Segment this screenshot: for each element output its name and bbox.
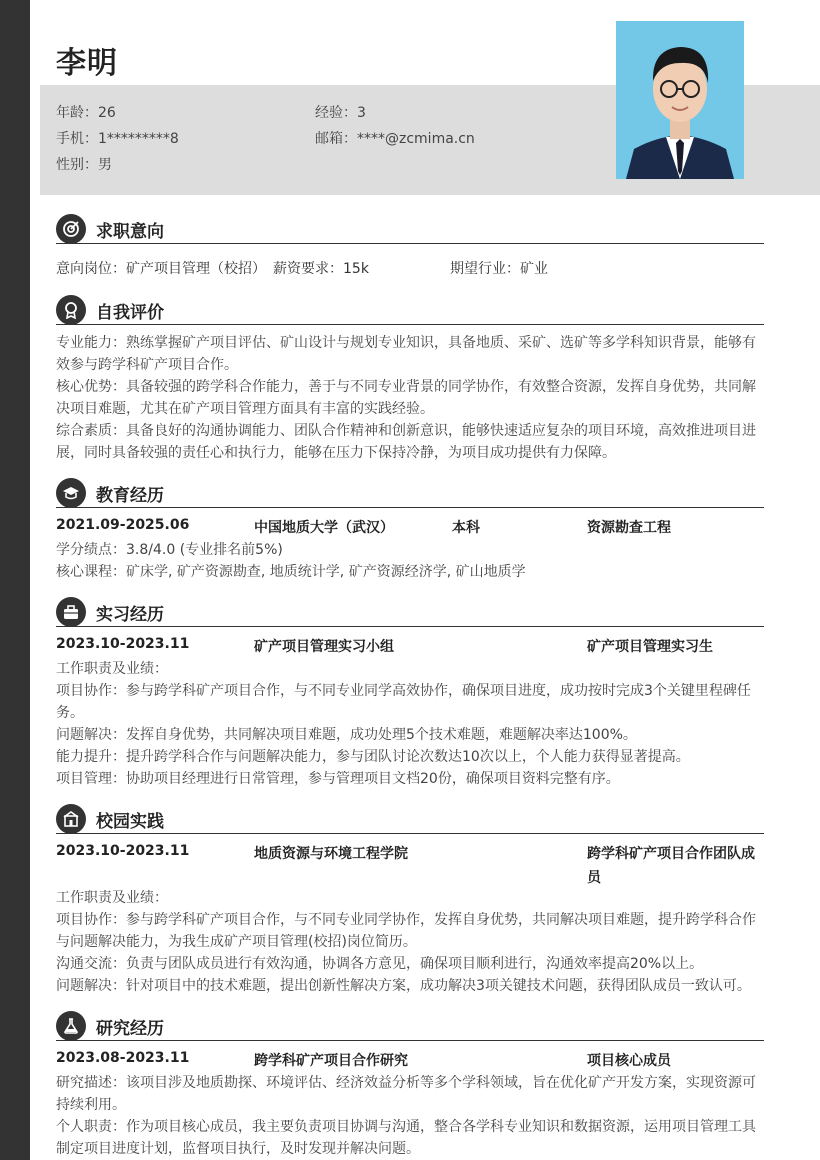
section-job-intent: [56, 214, 764, 278]
text-line: 工作职责及业绩：: [56, 661, 168, 677]
research-project: 跨学科矿产项目合作研究: [254, 1053, 408, 1069]
research-date: 2023.08-2023.11: [56, 1050, 190, 1066]
target-icon: [56, 214, 86, 244]
intent-salary: 薪资要求：15k: [273, 261, 369, 277]
text-line: 与问题解决能力，为我生成矿产项目管理(校招)岗位简历。: [56, 934, 417, 950]
text-line: 专业能力：熟练掌握矿产项目评估、矿山设计与规划专业知识，具备地质、采矿、选矿等多学科知识背景，能够有: [56, 335, 756, 351]
section-education: [56, 478, 764, 583]
text-line: 研究描述：该项目涉及地质勘探、环境评估、经济效益分析等多个学科领域，旨在优化矿产开发方案，实现资源可: [56, 1075, 756, 1091]
intent-position: 意向岗位：矿产项目管理（校招）: [56, 261, 266, 277]
text-line: 持续利用。: [56, 1097, 126, 1113]
text-line: 问题解决：针对项目中的技术难题，提出创新性解决方案，成功解决3项关键技术问题，获得团队成员一致认可。: [56, 978, 751, 994]
campus-date: 2023.10-2023.11: [56, 843, 190, 859]
email-field: 邮箱：****@zcmima.cn: [315, 131, 475, 147]
text-line: 效参与跨学科矿产项目合作。: [56, 357, 238, 373]
text-line: 决项目难题，尤其在矿产项目管理方面具有丰富的实践经验。: [56, 401, 434, 417]
text-line: 能力提升：提升跨学科合作与问题解决能力，参与团队讨论次数达10次以上，个人能力获得显著提高。: [56, 749, 690, 765]
text-line: 制定项目进度计划，监督项目执行，及时发现并解决问题。: [56, 1141, 420, 1157]
section-title: 校园实践: [96, 812, 164, 832]
text-line: 项目协作：参与跨学科矿产项目合作，与不同专业同学高效协作，确保项目进度，成功按时完成3个关键里程碑任: [56, 683, 751, 699]
education-major: 资源勘查工程: [587, 520, 671, 536]
phone-field: 手机：1*********8: [56, 131, 179, 147]
text-line: 核心优势：具备较强的跨学科合作能力，善于与不同专业背景的同学协作，有效整合资源，发挥自身优势，共同解: [56, 379, 756, 395]
internship-org: 矿产项目管理实习小组: [254, 639, 394, 655]
text-line: 个人职责：作为项目核心成员，我主要负责项目协调与沟通，整合各学科专业知识和数据资源，运用项目管理工具: [56, 1119, 756, 1135]
intent-industry: 期望行业：矿业: [450, 261, 548, 277]
section-title: 自我评价: [96, 303, 164, 323]
section-campus-practice: [56, 804, 764, 997]
text-line: 学分绩点：3.8/4.0 (专业排名前5%): [56, 542, 283, 558]
education-degree: 本科: [452, 520, 480, 536]
building-icon: [56, 804, 86, 834]
text-line: 展，同时具备较强的责任心和执行力，能够在压力下保持冷静，为项目成功提供有力保障。: [56, 445, 616, 461]
graduation-cap-icon: [56, 478, 86, 508]
text-line: 问题解决：发挥自身优势，共同解决项目难题，成功处理5个技术难题，难题解决率达100%。: [56, 727, 637, 743]
gender-field: 性别：男: [56, 157, 112, 173]
education-school: 中国地质大学（武汉）: [254, 520, 394, 536]
briefcase-icon: [56, 597, 86, 627]
text-line: 核心课程：矿床学, 矿产资源勘查, 地质统计学, 矿产资源经济学, 矿山地质学: [56, 564, 526, 580]
campus-org: 地质资源与环境工程学院: [254, 846, 408, 862]
section-self-evaluation: [56, 295, 764, 464]
internship-role: 矿产项目管理实习生: [587, 639, 713, 655]
text-line: 项目管理：协助项目经理进行日常管理，参与管理项目文档20份，确保项目资料完整有序。: [56, 771, 620, 787]
text-line: 项目协作：参与跨学科矿产项目合作，与不同专业同学协作，发挥自身优势，共同解决项目难题，提升跨学科合作: [56, 912, 756, 928]
candidate-name: 李明: [56, 46, 118, 81]
education-date: 2021.09-2025.06: [56, 517, 190, 533]
section-title: 研究经历: [96, 1019, 164, 1039]
campus-role: 跨学科矿产项目合作团队成 员: [587, 846, 755, 886]
text-line: 沟通交流：负责与团队成员进行有效沟通，协调各方意见，确保项目顺利进行，沟通效率提高20%以上。: [56, 956, 704, 972]
flask-icon: [56, 1011, 86, 1041]
text-line: 综合素质：具备良好的沟通协调能力、团队合作精神和创新意识，能够快速适应复杂的项目环境，高效推进项目进: [56, 423, 756, 439]
section-research: [56, 1011, 764, 1160]
section-title: 教育经历: [96, 486, 164, 506]
text-line: 工作职责及业绩：: [56, 890, 168, 906]
section-internship: [56, 597, 764, 790]
experience-field: 经验：3: [315, 105, 366, 121]
left-accent-bar: [0, 0, 30, 1160]
profile-photo: [616, 21, 744, 179]
section-title: 求职意向: [96, 222, 164, 242]
research-role: 项目核心成员: [587, 1053, 671, 1069]
badge-icon: [56, 295, 86, 325]
internship-date: 2023.10-2023.11: [56, 636, 190, 652]
age-field: 年龄：26: [56, 105, 116, 121]
text-line: 务。: [56, 705, 84, 721]
section-title: 实习经历: [96, 605, 164, 625]
